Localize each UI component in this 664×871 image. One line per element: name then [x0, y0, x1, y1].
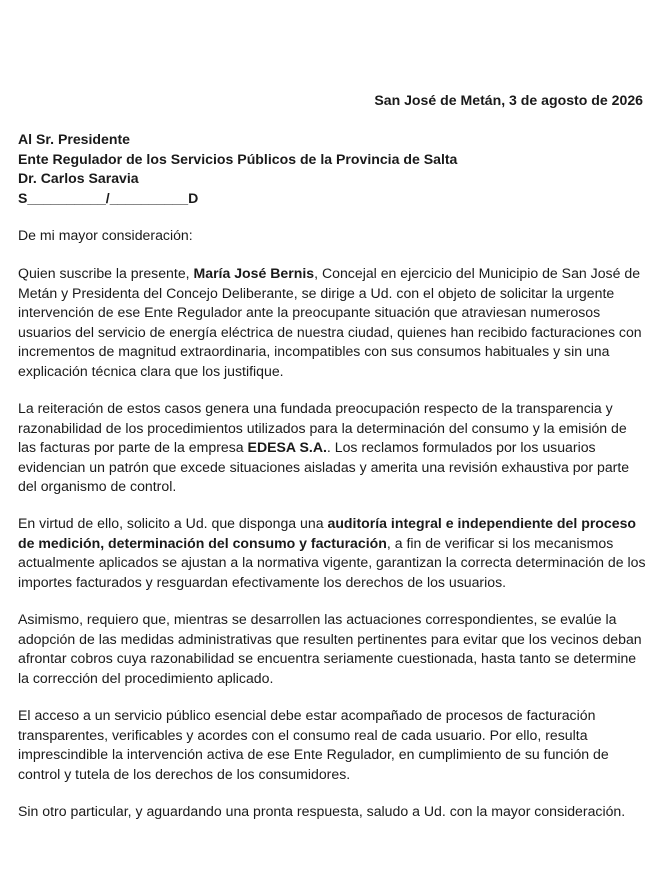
addressee-title: Al Sr. Presidente [18, 131, 131, 147]
addressee-name: Dr. Carlos Saravia [18, 170, 139, 186]
paragraph-2-text-a: La reiteración de estos casos genera una fundada preocupación respecto de la transparencia y razonabilidad de los procedimientos utilizados para la determinación del consumo y la emisión de las facturas por parte de la empresa [18, 400, 627, 455]
letter-date: San José de Metán, 3 de agosto de 2026 [374, 92, 643, 108]
paragraph-1-text-b: , Concejal en ejercicio del Municipio de San José de Metán y Presidenta del Concejo Deliberante, se dirige a Ud. con el objeto de solicitar la urgente intervención de ese Ente Regulador ante la preocupante situación que atraviesan numerosos usuarios del servicio de energía eléctrica de nuestra ciudad, quienes han recibido facturaciones con incrementos de magnitud extraordinaria, incompatibles con sus consumos habituales y sin una explicación técnica clara que los justifique. [18, 265, 642, 379]
addressee-organization: Ente Regulador de los Servicios Públicos de la Provincia de Salta [18, 150, 458, 167]
paragraph-2 [18, 399, 646, 497]
paragraph-2-text-b: . Los reclamos formulados por los usuarios evidencian un patrón que excede situaciones aisladas y amerita una revisión exhaustiva por parte del organismo de control. [18, 439, 630, 494]
paragraph-5 [18, 706, 646, 784]
paragraph-1-text-a: Quien suscribe la presente, [18, 265, 194, 281]
company-name: EDESA S.A. [247, 439, 327, 455]
audit-request: auditoría integral e independiente del proceso de medición, determinación del consumo y facturación [18, 515, 637, 551]
paragraph-1 [18, 264, 646, 381]
paragraph-3 [18, 514, 646, 592]
addressee-salutation-line: S__________/__________D [18, 189, 199, 206]
paragraph-4 [18, 610, 646, 688]
paragraph-5-text: El acceso a un servicio público esencial debe estar acompañado de procesos de facturación transparentes, verificables y acordes con el consumo real de cada usuario. Por ello, resulta imprescindible la intervención activa de ese Ente Regulador, en cumplimiento de su función de control y tutela de los derechos de los consumidores. [18, 707, 609, 782]
signer-name: María José Bernis [193, 265, 315, 281]
paragraph-3-text-a: En virtud de ello, solicito a Ud. que disponga una [18, 515, 328, 531]
greeting: De mi mayor consideración: [18, 227, 193, 243]
paragraph-3-text-b: , a fin de verificar si los mecanismos actualmente aplicados se ajustan a la normativa vigente, garantizan la correcta determinación de los importes facturados y resguardan efectivamente los derechos de los usuarios. [18, 534, 646, 590]
addressee-block [18, 130, 457, 208]
closing: Sin otro particular, y aguardando una pronta respuesta, saludo a Ud. con la mayor consideración. [18, 803, 626, 819]
paragraph-4-text: Asimismo, requiero que, mientras se desarrollen las actuaciones correspondientes, se evalúe la adopción de las medidas administrativas que resulten pertinentes para evitar que los vecinos deban afrontar cobros cuya razonabilidad se encuentra seriamente cuestionada, hasta tanto se determine la corrección del procedimiento aplicado. [18, 611, 642, 686]
